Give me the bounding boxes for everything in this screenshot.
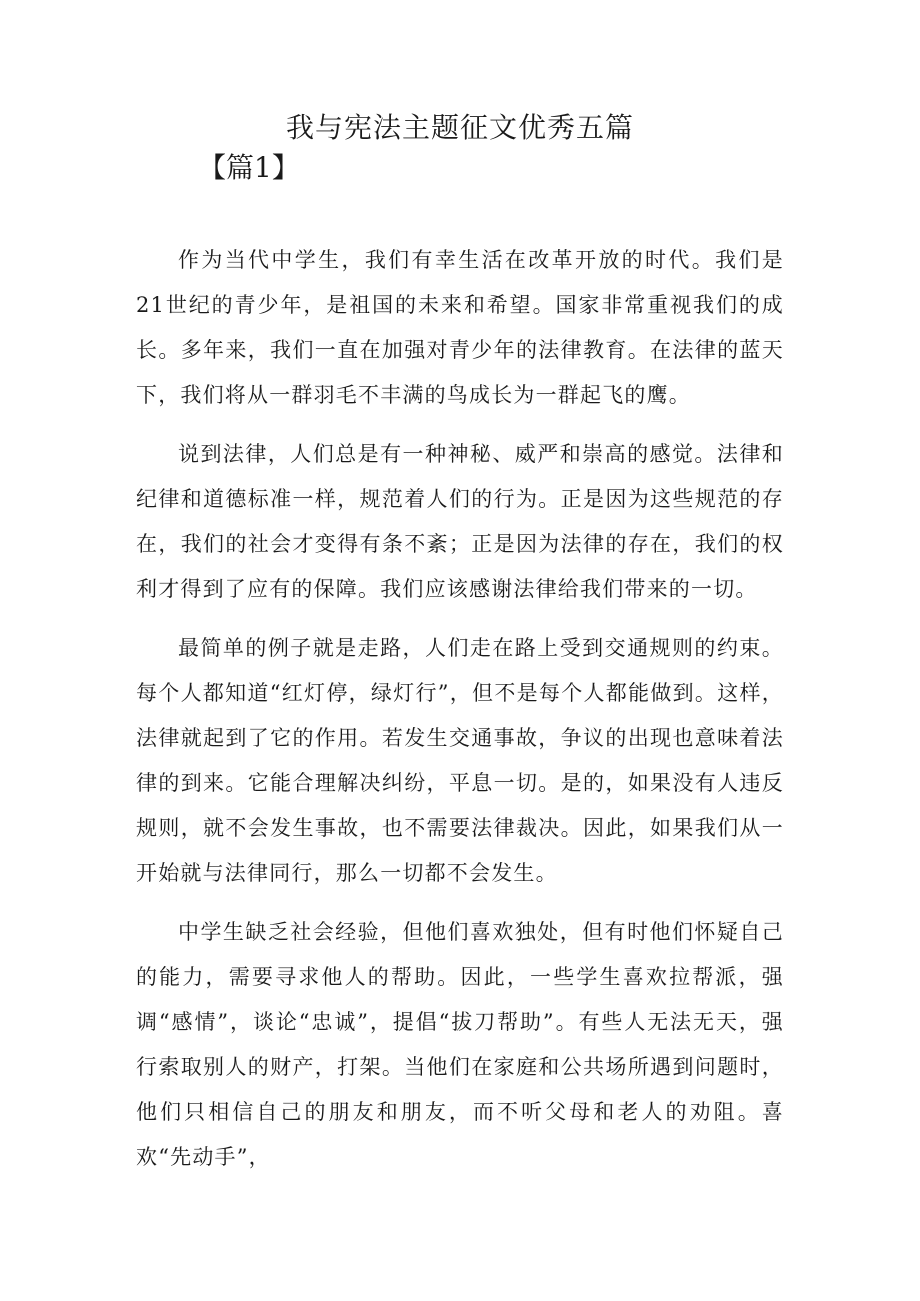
paragraph: 最简单的例子就是走路，人们走在路上受到交通规则的约束。每个人都知道“红灯停，绿灯行”，但不是每个人都能做到。这样，法律就起到了它的作用。若发生交通事故，争议的出现也意味着法律的到来。它能合理解决纠纷，平息一切。是的，如果没有人违反规则，就不会发生事故，也不需要法律裁决。因此，如果我们从一开始就与法律同行，那么一切都不会发生。	[136, 636, 784, 885]
section-heading: 【篇1】	[198, 151, 300, 184]
body-text	[136, 238, 784, 1194]
paragraph: 说到法律，人们总是有一种神秘、威严和崇高的感觉。法律和纪律和道德标准一样，规范着人们的行为。正是因为这些规范的存在，我们的社会才变得有条不紊；正是因为法律的存在，我们的权利才得到了应有的保障。我们应该感谢法律给我们带来的一切。	[136, 442, 784, 601]
paragraph: 中学生缺乏社会经验，但他们喜欢独处，但有时他们怀疑自己的能力，需要寻求他人的帮助。因此，一些学生喜欢拉帮派，强调“感情”，谈论“忠诚”，提倡“拔刀帮助”。有些人无法无天，强行索取别人的财产，打架。当他们在家庭和公共场所遇到问题时，他们只相信自己的朋友和朋友，而不听父母和老人的劝阻。喜欢“先动手”，	[136, 920, 784, 1169]
document-title: 我与宪法主题征文优秀五篇	[285, 111, 634, 144]
paragraph: 作为当代中学生，我们有幸生活在改革开放的时代。我们是21世纪的青少年，是祖国的未来和希望。国家非常重视我们的成长。多年来，我们一直在加强对青少年的法律教育。在法律的蓝天下，我们将从一群羽毛不丰满的鸟成长为一群起飞的鹰。	[136, 248, 784, 407]
